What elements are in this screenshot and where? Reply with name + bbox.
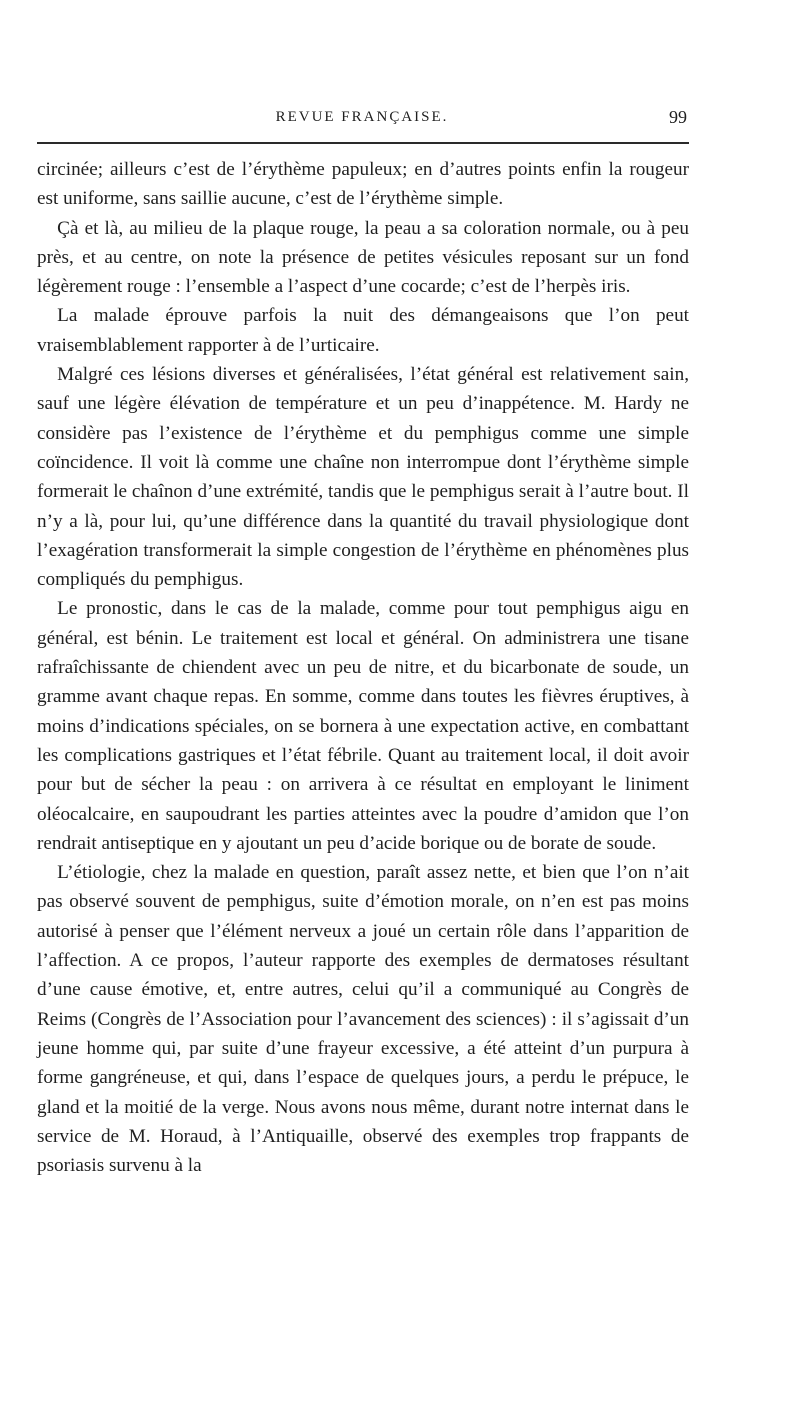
paragraph: L’étiologie, chez la malade en question, paraît assez nette, et bien que l’on n’ait pas observé souvent de pemphigus, suite d’émotion morale, on n’en est pas moins autorisé à penser que l’élément nerveux a joué un certain rôle dans l’apparition de l’affection. A ce propos, l’auteur rapporte des exemples de dermatoses résultant d’une cause émotive, et, entre autres, celui qu’il a communiqué au Congrès de Reims (Congrès de l’Association pour l’avancement des sciences) : il s’agissait d’un jeune homme qui, par suite d’une frayeur excessive, a été atteint d’un purpura à forme gangréneuse, et qui, dans l’espace de quelques jours, a perdu le prépuce, le gland et la moitié de la verge. Nous avons nous même, durant notre internat dans le service de M. Horaud, à l’Antiquaille, observé des exemples trop frappants de psoriasis survenu à la	[37, 862, 689, 1177]
paragraph: Malgré ces lésions diverses et généralisées, l’état général est relativement sain, sauf une légère élévation de température et un peu d’inappétence. M. Hardy ne considère pas l’existence de l’érythème et du pemphigus comme une simple coïncidence. Il voit là comme une chaîne non interrompue dont l’érythème simple formerait le chaînon d’une extrémité, tandis que le pemphigus serait à l’autre bout. Il n’y a là, pour lui, qu’une différence dans la quantité du travail physiologique dont l’exagération transformerait la simple congestion de l’érythème en phénomènes plus compliqués du pemphigus.	[37, 364, 689, 591]
paragraph: Çà et là, au milieu de la plaque rouge, la peau a sa coloration normale, ou à peu près, et au centre, on note la présence de petites vésicules reposant sur un fond légèrement rouge : l’ensemble a l’aspect d’une cocarde; c’est de l’herpès iris.	[37, 217, 689, 298]
paragraph: circinée; ailleurs c’est de l’érythème papuleux; en d’autres points enfin la rougeur est uniforme, sans saillie aucune, c’est de l’érythème simple.	[37, 159, 689, 210]
paragraph: La malade éprouve parfois la nuit des démangeaisons que l’on peut vraisemblablement rapporter à de l’urticaire.	[37, 305, 689, 356]
page-header	[37, 107, 687, 137]
paragraph: Le pronostic, dans le cas de la malade, comme pour tout pemphigus aigu en général, est bénin. Le traitement est local et général. On administrera une tisane rafraîchissante de chiendent avec un peu de nitre, et du bicarbonate de soude, un gramme avant chaque repas. En somme, comme dans toutes les fièvres éruptives, à moins d’indications spéciales, on se bornera à une expectation active, en combattant les complications gastriques et l’état fébrile. Quant au traitement local, il doit avoir pour but de sécher la peau : on arrivera à ce résultat en employant le liniment oléocalcaire, en saupoudrant les parties atteintes avec la poudre d’amidon que l’on rendrait antiseptique en y ajoutant un peu d’acide borique ou de borate de soude.	[37, 598, 689, 854]
page-number: 99	[669, 107, 687, 127]
body-text	[37, 155, 689, 1180]
running-title: REVUE FRANÇAISE.	[275, 109, 449, 125]
header-rule	[37, 142, 689, 144]
